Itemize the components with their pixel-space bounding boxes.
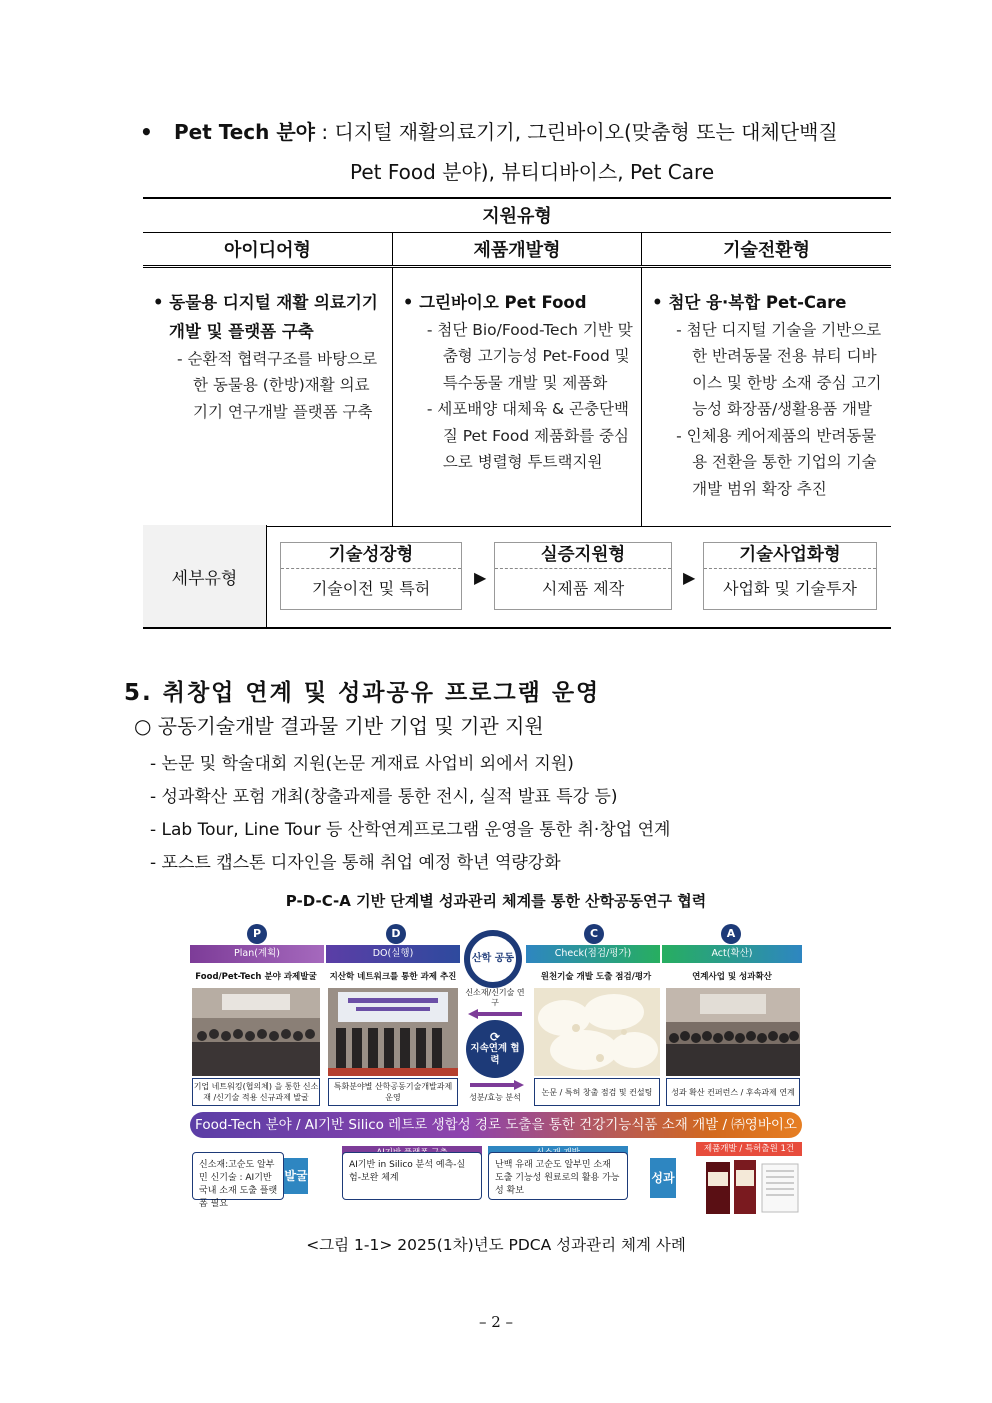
signing-photo [328,988,458,1076]
col-title-tech: 기술전환형 [642,232,891,266]
meeting-photo [192,988,320,1076]
phase-bar: DO(실행) [326,945,460,963]
field-label: Pet Tech 분야 [174,120,315,144]
col-title-idea: 아이디어형 [143,232,392,266]
stage-box [494,542,672,610]
stage-desc: 기술이전 및 특허 [311,579,431,598]
cell-heading: • 동물용 디지털 재활 의료기기 개발 및 플랫폼 구축 [153,292,378,341]
coop-circle-2-label: 지속연계 협력 [470,1043,520,1066]
section-title: 5. 취창업 연계 및 성과공유 프로그램 운영 [124,680,601,706]
col-title-product: 제품개발형 [392,232,641,266]
product-tag: 제품개발 / 특허출원 1건 [696,1142,802,1156]
foodtech-banner: Food-Tech 분야 / AI기반 Silico 레트로 생합성 경로 도출을 통한 건강기능식품 소재 개발 / ㈜영바이오 [190,1112,802,1138]
stage-title: 기술성장형 [281,543,461,569]
phase-caption: 성과 확산 컨퍼런스 / 후속과제 연계 [666,1078,800,1106]
subtype-label: 세부유형 [143,525,267,627]
support-header: 지원유형 [143,198,891,232]
phase-caption: 기업 네트워킹(협의체) 을 통한 신소재 /신기술 적용 신규과제 발굴 [192,1078,320,1106]
cell-item: - 첨단 Bio/Food-Tech 기반 맞춤형 고기능성 Pet-Food 및 특수동물 개발 및 제품화 [426,320,633,392]
figure-title: P-D-C-A 기반 단계별 성과관리 체계를 통한 산학공동연구 협력 [285,892,707,910]
discovery-label: 발굴 [284,1158,308,1194]
phase-letter: D [386,924,406,944]
link-icon: ⟳ [489,1030,501,1044]
product-image [696,1158,802,1216]
arrow-right-icon [470,1080,524,1090]
stage-title: 실증지원형 [495,543,671,569]
stage-desc: 사업화 및 기술투자 [723,579,857,598]
cell-item: - 인체용 케어제품의 반려동물용 전환을 통한 기업의 기술개발 범위 확장 추진 [676,426,877,498]
circle-item: ○ 공동기술개발 결과물 기반 기업 및 기관 지원 [134,714,544,738]
stage-box [280,542,462,610]
phase-bar: Act(확산) [662,945,802,963]
phase-letter: A [721,924,741,944]
ai-box: AI기반 in Silico 분석 예측-실험-보완 체계 [342,1152,482,1200]
phase-head: 연계사업 및 성과확산 [692,972,772,982]
cell-item: - 첨단 디지털 기술을 기반으로 한 반려동물 전용 뷰티 디바이스 및 한방 소재 중심 고기능성 화장품/생활용품 개발 [676,320,882,418]
field-desc-1: : 디지털 재활의료기기, 그린바이오(맞춤형 또는 대체단백질 [315,120,838,144]
result-label: 성과 [650,1158,676,1198]
col-idea [143,266,392,526]
subtype-row [143,525,891,629]
mid-text-top: 신소재/신기술 연구 [465,988,525,1007]
coop-circle: 산학 공동 [464,930,522,988]
phase-bar: Check(점검/평가) [526,945,660,963]
phase-caption: 논문 / 특허 창출 점검 및 컨설팅 [534,1078,660,1106]
list-item: - 성과확산 포험 개최(창출과제를 통한 전시, 실적 발표 특강 등) [150,787,618,807]
phase-bar: Plan(계획) [190,945,324,963]
field-desc-2: Pet Food 분야), 뷰티디바이스, Pet Care [350,160,715,184]
phase-head: 지산학 네트워크를 통한 과제 추진 [329,972,457,982]
coop-circle-2 [466,1020,524,1078]
bullet: • [140,120,153,144]
dash-list [150,748,670,880]
page-number: – 2 – [478,1313,514,1331]
cell-heading: • 그린바이오 Pet Food [402,292,587,312]
powder-photo [534,988,660,1076]
cell-heading: • 첨단 융·복합 Pet-Care [652,292,847,312]
arrow-right-icon: ▶ [683,568,696,587]
cell-item: - 세포배양 대체육 & 곤충단백질 Pet Food 제품화를 중심으로 병렬형 투트랙지원 [426,400,629,471]
col-tech [642,266,891,526]
phase-head: 원천기술 개발 도출 점검/평가 [540,972,652,982]
phase-letter: P [247,924,267,944]
phase-letter: C [584,924,604,944]
stage-desc: 시제품 제작 [541,579,625,598]
pdca-figure [188,890,804,1216]
col-product [392,266,641,526]
list-item: - 포스트 캡스톤 디자인을 통해 취업 예정 학년 역량강화 [150,853,561,873]
pet-tech-intro [140,112,900,192]
list-item: - 논문 및 학술대회 지원(논문 게재료 사업비 외에서 지원) [150,754,574,774]
cell-item: - 순환적 협력구조를 바탕으로 한 동물용 (한방)재활 의료기기 연구개발 플랫폼 구축 [177,349,378,421]
phase-caption: 특화분야별 산학공동기술개발과제 운영 [328,1078,458,1106]
mid-text-bottom: 성분/효능 분석 [469,1093,521,1102]
material-box: 난백 유래 고순도 알부민 소재 도출 기능성 원료로의 활용 가능성 확보 [488,1152,628,1200]
stage-title: 기술사업화형 [704,543,876,569]
arrow-right-icon: ▶ [474,568,487,587]
figure-caption: <그림 1-1> 2025(1차)년도 PDCA 성과관리 체계 사례 [306,1236,686,1254]
stage-box [703,542,877,610]
discovery-box: 신소재:고순도 알부민 신기술 : AI기반 국내 소재 도출 플랫폼 필요 [192,1152,284,1200]
conference-photo [666,988,800,1076]
arrow-left-icon [468,1009,522,1019]
phase-head: Food/Pet-Tech 분야 과제발굴 [195,972,317,982]
support-type-table [143,197,891,527]
list-item: - Lab Tour, Line Tour 등 산학연계프로그램 운영을 통한 취·창업 연계 [150,820,671,840]
